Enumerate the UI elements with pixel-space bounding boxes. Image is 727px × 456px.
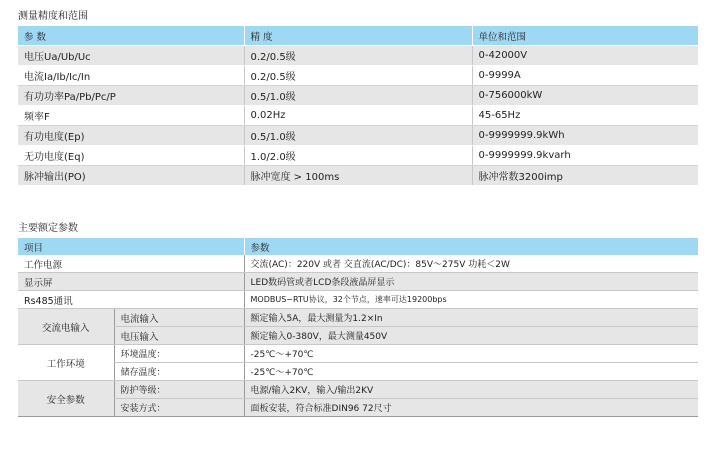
row-value: -25℃～+70℃ — [244, 345, 698, 363]
sub-label: 电流输入 — [114, 309, 244, 327]
row-value: 交流(AC)：220V 或者 交直流(AC/DC)：85V～275V 功耗＜2W — [244, 255, 698, 273]
row-label: 工作电源 — [18, 255, 244, 273]
rated-params-table — [18, 238, 698, 417]
table-row — [18, 291, 698, 309]
table-cell: 脉冲输出(PO) — [18, 166, 244, 186]
table-cell: 1.0/2.0级 — [244, 146, 472, 166]
sub-label: 防护等级： — [114, 381, 244, 399]
table-cell: 45-65Hz — [472, 106, 698, 126]
table-row — [18, 327, 698, 345]
table-cell: 0-756000kW — [472, 86, 698, 106]
table-cell: 有功电度(Ep) — [18, 126, 244, 146]
table-row — [18, 126, 698, 146]
header-cell: 精 度 — [244, 26, 472, 46]
table-cell: 频率F — [18, 106, 244, 126]
table-cell: 0.5/1.0级 — [244, 126, 472, 146]
table-row — [18, 255, 698, 273]
table-header-row — [18, 26, 698, 46]
table-cell: 脉冲常数3200imp — [472, 166, 698, 186]
row-value: 电源/输入2KV，输入/输出2KV — [244, 381, 698, 399]
table-cell: 0.2/0.5级 — [244, 66, 472, 86]
group-label: 安全参数 — [18, 381, 114, 417]
row-value: LED数码管或者LCD条段液晶屏显示 — [244, 273, 698, 291]
table-row — [18, 46, 698, 66]
table-row — [18, 166, 698, 186]
table-header-row — [18, 238, 698, 255]
row-label: Rs485通讯 — [18, 291, 244, 309]
row-label: 显示屏 — [18, 273, 244, 291]
row-value: -25℃～+70℃ — [244, 363, 698, 381]
header-cell: 参数 — [244, 238, 698, 255]
row-value: 额定输入5A，最大测量为1.2×In — [244, 309, 698, 327]
sub-label: 储存温度： — [114, 363, 244, 381]
table-cell: 0-9999999.9kvarh — [472, 146, 698, 166]
measurement-table — [18, 26, 698, 186]
header-cell: 项目 — [18, 238, 244, 255]
group-label: 交流电输入 — [18, 309, 114, 345]
table-cell: 0.5/1.0级 — [244, 86, 472, 106]
table-row — [18, 86, 698, 106]
table-cell: 脉冲宽度 > 100ms — [244, 166, 472, 186]
table-cell: 电流Ia/Ib/Ic/In — [18, 66, 244, 86]
table-row — [18, 363, 698, 381]
row-value: MODBUS−RTU协议，32个节点，速率可达19200bps — [244, 291, 698, 309]
table-row — [18, 273, 698, 291]
row-value: 额定输入0-380V，最大测量450V — [244, 327, 698, 345]
table-row — [18, 146, 698, 166]
table-cell: 0.02Hz — [244, 106, 472, 126]
table-cell: 无功电度(Eq) — [18, 146, 244, 166]
sub-label: 电压输入 — [114, 327, 244, 345]
table-cell: 0-42000V — [472, 46, 698, 66]
table-row — [18, 345, 698, 363]
table-cell: 有功功率Pa/Pb/Pc/P — [18, 86, 244, 106]
table-row — [18, 309, 698, 327]
table-row — [18, 66, 698, 86]
table-cell: 电压Ua/Ub/Uc — [18, 46, 244, 66]
sub-label: 安装方式： — [114, 399, 244, 417]
row-value: 面板安装，符合标准DIN96 72尺寸 — [244, 399, 698, 417]
table-row — [18, 381, 698, 399]
section-title-rated-params: 主要额定参数 — [18, 223, 78, 234]
table-cell: 0-9999999.9kWh — [472, 126, 698, 146]
header-cell: 单位和范围 — [472, 26, 698, 46]
table-cell: 0-9999A — [472, 66, 698, 86]
group-label: 工作环境 — [18, 345, 114, 381]
table-row — [18, 399, 698, 417]
table-row — [18, 106, 698, 126]
sub-label: 环境温度： — [114, 345, 244, 363]
header-cell: 参 数 — [18, 26, 244, 46]
table-cell: 0.2/0.5级 — [244, 46, 472, 66]
section-title-measurement: 测量精度和范围 — [18, 11, 88, 22]
